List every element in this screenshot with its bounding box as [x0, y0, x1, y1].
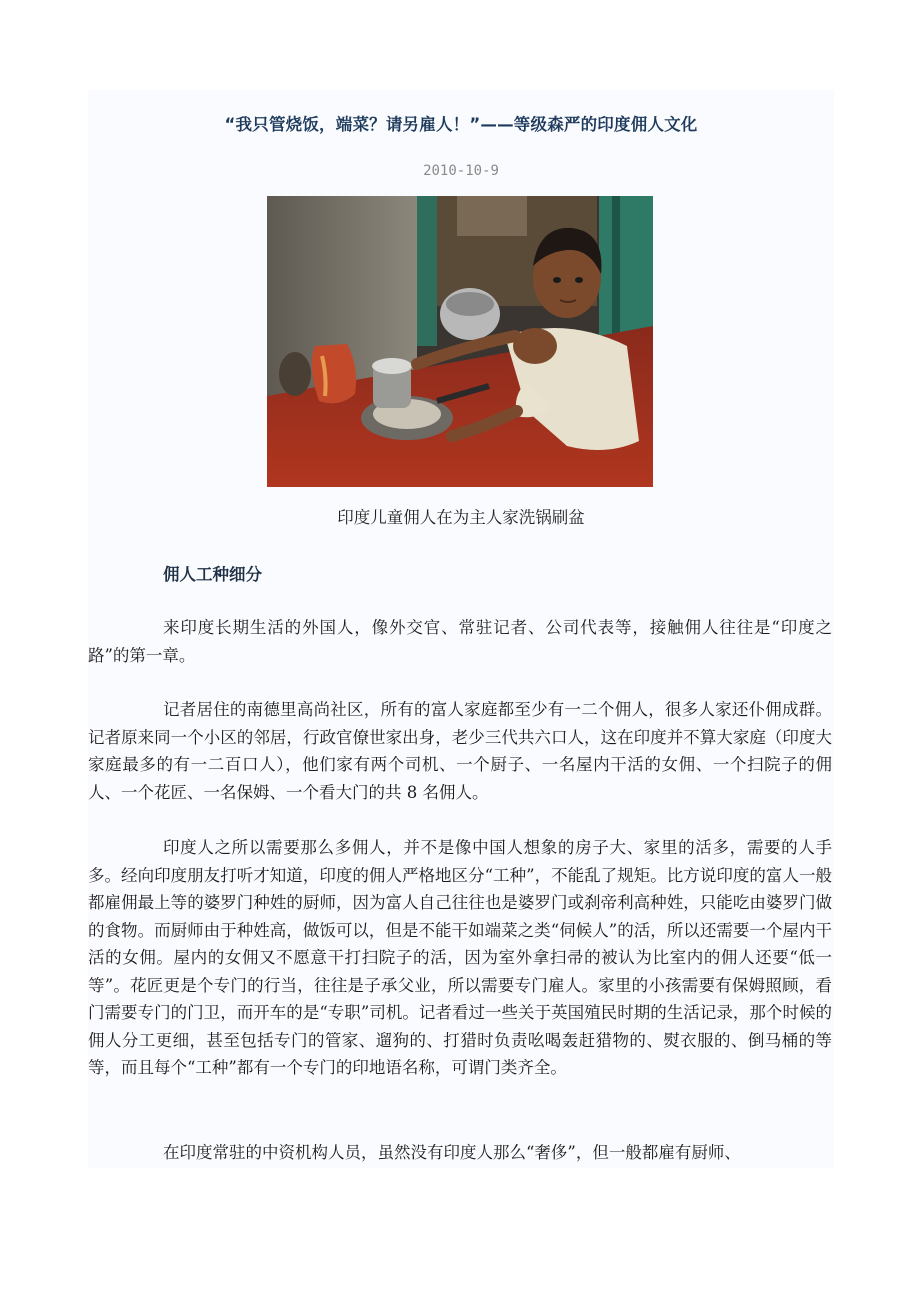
paragraph: 印度人之所以需要那么多佣人，并不是像中国人想象的房子大、家里的活多，需要的人手多。经向印度朋友打听才知道，印度的佣人严格地区分“工种”，不能乱了规矩。比方说印度的富人一般都雇佣最上等的婆罗门种姓的厨师，因为富人自己往往也是婆罗门或刹帝利高种姓，只能吃由婆罗门做的食物。而厨师由于种姓高，做饭可以，但是不能干如端菜之类“伺候人”的活，所以还需要一个屋内干活的女佣。屋内的女佣又不愿意干打扫院子的活，因为室外拿扫帚的被认为比室内的佣人还要“低一等”。花匠更是个专门的行当，往往是子承父业，所以需要专门雇人。家里的小孩需要有保姆照顾，看门需要专门的门卫，而开车的是“专职”司机。记者看过一些关于英国殖民时期的生活记录，那个时候的佣人分工更细，甚至包括专门的管家、遛狗的、打猎时负责吆喝轰赶猎物的、熨衣服的、倒马桶的等等，而且每个“工种”都有一个专门的印地语名称，可谓门类齐全。	[88, 838, 832, 1077]
image-caption: 印度儿童佣人在为主人家洗锅刷盆	[337, 508, 585, 527]
article-date: 2010-10-9	[423, 163, 499, 179]
paragraph: 来印度长期生活的外国人，像外交官、常驻记者、公司代表等，接触佣人往往是“印度之路”的第一章。	[88, 618, 832, 665]
paragraph: 在印度常驻的中资机构人员，虽然没有印度人那么“奢侈”，但一般都雇有厨师、	[163, 1143, 741, 1162]
section-heading: 佣人工种细分	[163, 565, 262, 584]
paragraph: 记者居住的南德里高尚社区，所有的富人家庭都至少有一二个佣人，很多人家还仆佣成群。记者原来同一个小区的邻居，行政官僚世家出身，老少三代共六口人，这在印度并不算大家庭（印度大家庭最多的有一二百口人），他们家有两个司机、一个厨子、一名屋内干活的女佣、一个扫院子的佣人、一个花匠、一名保姆、一个看大门的共 8 名佣人。	[88, 700, 832, 802]
article-title: “我只管烧饭，端菜？请另雇人！”——等级森严的印度佣人文化	[224, 115, 698, 134]
article-photo	[267, 196, 653, 487]
